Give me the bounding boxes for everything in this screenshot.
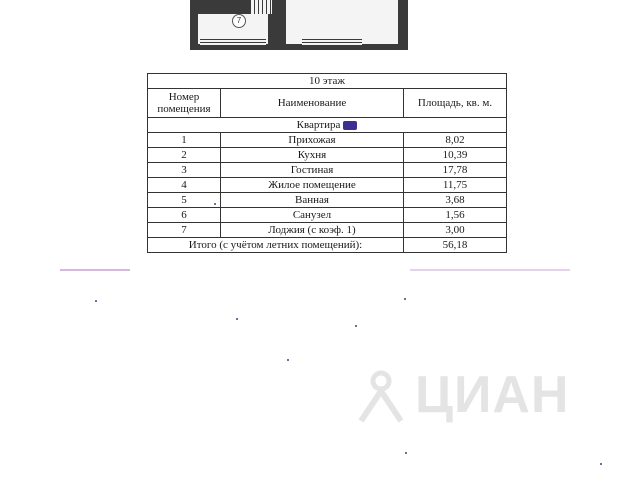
row-number: 5 xyxy=(148,193,221,208)
row-area: 10,39 xyxy=(404,148,507,163)
row-area: 11,75 xyxy=(404,178,507,193)
scan-speck xyxy=(236,318,238,320)
table-section-row xyxy=(148,118,507,133)
table-floor-row xyxy=(148,74,507,89)
section-cell xyxy=(148,118,507,133)
row-area: 3,00 xyxy=(404,223,507,238)
table-body xyxy=(148,133,507,238)
scan-speck xyxy=(355,325,357,327)
table-total-row xyxy=(148,238,507,253)
scan-streak xyxy=(410,269,570,271)
watermark-text: ЦИАН xyxy=(415,366,570,424)
row-name: Ванная xyxy=(221,193,404,208)
section-label: Квартира xyxy=(296,119,341,131)
scan-speck xyxy=(404,298,406,300)
scan-speck xyxy=(405,452,407,454)
header-number: Номер помещения xyxy=(148,89,221,118)
row-area: 17,78 xyxy=(404,163,507,178)
table-row xyxy=(148,223,507,238)
row-number: 1 xyxy=(148,133,221,148)
cian-watermark xyxy=(355,360,569,430)
floor-plan-fragment xyxy=(190,0,408,50)
row-number: 2 xyxy=(148,148,221,163)
row-area: 1,56 xyxy=(404,208,507,223)
table-row xyxy=(148,178,507,193)
row-number: 6 xyxy=(148,208,221,223)
row-name: Кухня xyxy=(221,148,404,163)
row-name: Прихожая xyxy=(221,133,404,148)
row-number: 7 xyxy=(148,223,221,238)
plan-window-left xyxy=(200,38,266,46)
table-row xyxy=(148,148,507,163)
table-row xyxy=(148,208,507,223)
plan-stair-hatching xyxy=(250,0,272,14)
row-name: Гостиная xyxy=(221,163,404,178)
plan-room-number: 7 xyxy=(232,14,246,28)
cian-logo-icon xyxy=(355,365,407,425)
header-area: Площадь, кв. м. xyxy=(404,89,507,118)
table-row xyxy=(148,163,507,178)
row-area: 8,02 xyxy=(404,133,507,148)
row-number: 3 xyxy=(148,163,221,178)
row-number: 4 xyxy=(148,178,221,193)
floor-label: 10 этаж xyxy=(148,74,507,89)
scan-speck xyxy=(214,203,216,205)
table-row xyxy=(148,133,507,148)
row-name: Жилое помещение xyxy=(221,178,404,193)
scan-speck xyxy=(600,463,602,465)
table-row xyxy=(148,193,507,208)
table-header-row xyxy=(148,89,507,118)
total-label: Итого (с учётом летних помещений): xyxy=(148,238,404,253)
total-value: 56,18 xyxy=(404,238,507,253)
row-name: Лоджия (с коэф. 1) xyxy=(221,223,404,238)
header-name: Наименование xyxy=(221,89,404,118)
plan-window-right xyxy=(302,38,362,46)
room-area-table xyxy=(147,73,507,253)
row-area: 3,68 xyxy=(404,193,507,208)
redaction-mark xyxy=(343,121,357,130)
scan-speck xyxy=(287,359,289,361)
scan-streak xyxy=(60,269,130,271)
row-name: Санузел xyxy=(221,208,404,223)
scan-speck xyxy=(95,300,97,302)
